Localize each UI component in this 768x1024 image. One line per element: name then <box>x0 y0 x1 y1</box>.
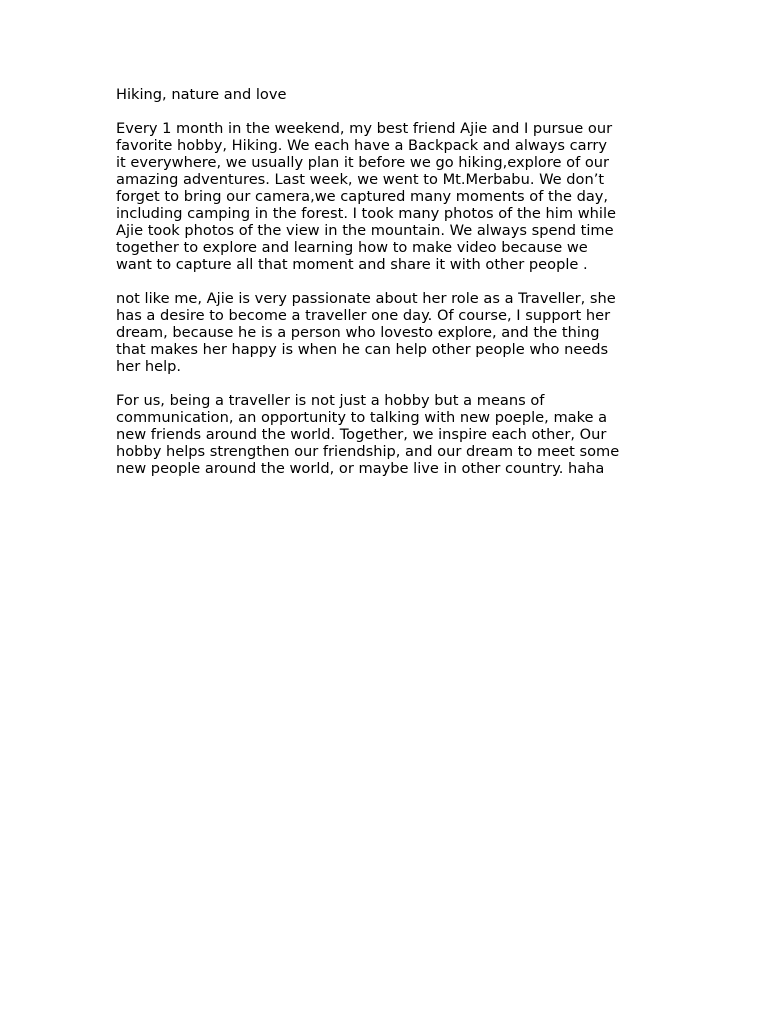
document-title: Hiking, nature and love <box>116 86 287 103</box>
paragraph-line: forget to bring our camera,we captured many moments of the day, <box>116 188 609 205</box>
paragraph-3 <box>116 392 656 477</box>
paragraph-line: not like me, Ajie is very passionate about her role as a Traveller, she <box>116 290 616 307</box>
document-body <box>116 86 656 494</box>
paragraph-1 <box>116 120 656 273</box>
paragraph-line: want to capture all that moment and share it with other people . <box>116 256 588 273</box>
paragraph-line: together to explore and learning how to make video because we <box>116 239 588 256</box>
paragraph-line: hobby helps strengthen our friendship, and our dream to meet some <box>116 443 620 460</box>
paragraph-line: For us, being a traveller is not just a hobby but a means of <box>116 392 545 409</box>
paragraph-line: new friends around the world. Together, we inspire each other, Our <box>116 426 607 443</box>
paragraph-line: communication, an opportunity to talking with new poeple, make a <box>116 409 608 426</box>
paragraph-2 <box>116 290 656 375</box>
paragraph-line: that makes her happy is when he can help other people who needs <box>116 341 609 358</box>
paragraph-line: dream, because he is a person who lovesto explore, and the thing <box>116 324 600 341</box>
paragraph-line: amazing adventures. Last week, we went to Mt.Merbabu. We don’t <box>116 171 605 188</box>
paragraph-line: it everywhere, we usually plan it before we go hiking,explore of our <box>116 154 610 171</box>
paragraph-line: Every 1 month in the weekend, my best friend Ajie and I pursue our <box>116 120 613 137</box>
paragraph-line: including camping in the forest. I took many photos of the him while <box>116 205 616 222</box>
paragraph-line: new people around the world, or maybe live in other country. haha <box>116 460 605 477</box>
paragraph-line: Ajie took photos of the view in the mountain. We always spend time <box>116 222 614 239</box>
paragraph-line: her help. <box>116 358 182 375</box>
paragraph-line: favorite hobby, Hiking. We each have a Backpack and always carry <box>116 137 607 154</box>
paragraph-line: has a desire to become a traveller one day. Of course, I support her <box>116 307 611 324</box>
